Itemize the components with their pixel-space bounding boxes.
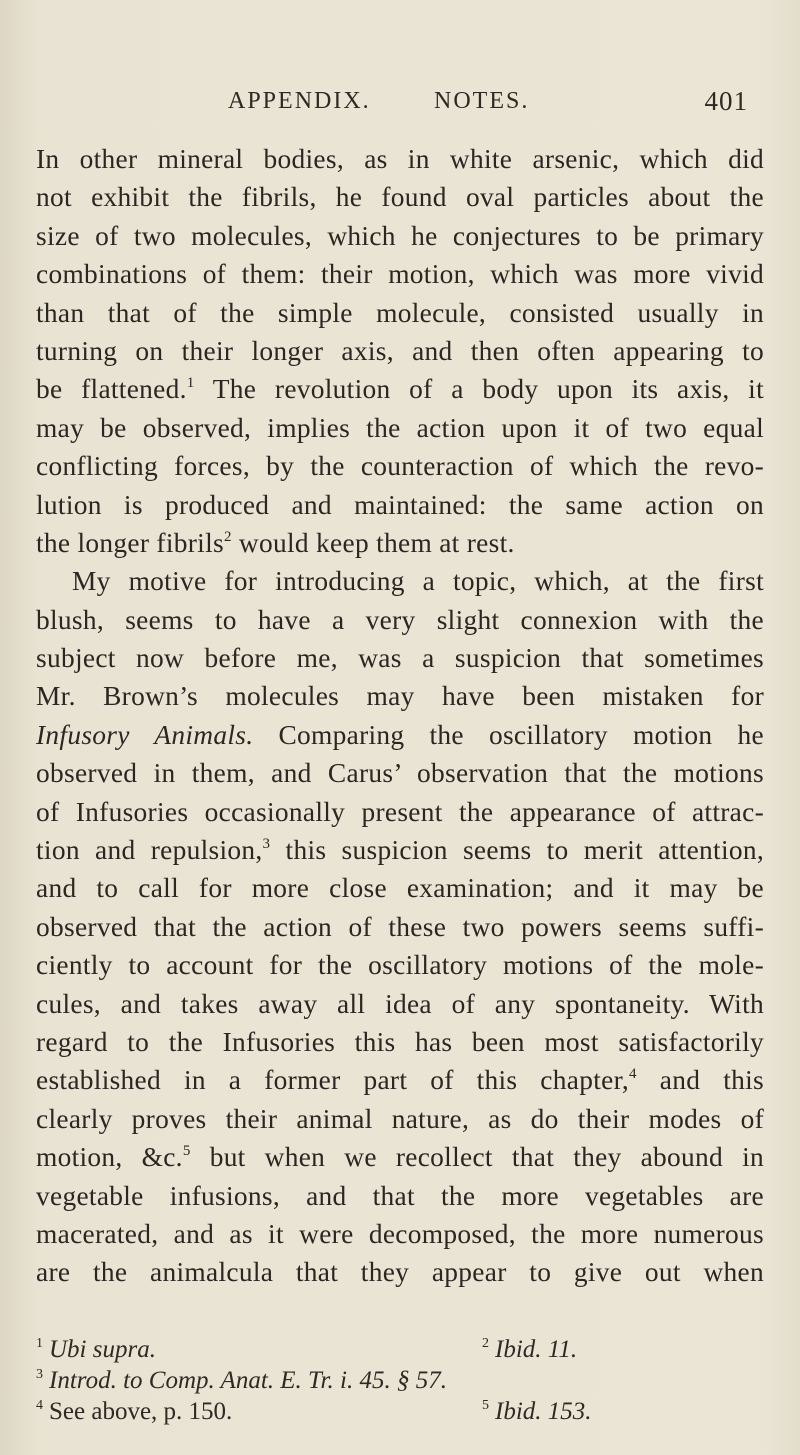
text-line: may be observed, implies the action upon it of two equal xyxy=(36,412,764,443)
footnotes xyxy=(36,1334,764,1427)
text-line: In other mineral bodies, as in white arsenic, which did xyxy=(36,144,764,174)
text-line: motion, &c.$^5$ but when we recollect that they abound in xyxy=(36,1142,764,1173)
footnote-row xyxy=(36,1396,764,1427)
footnote-ref: 4 xyxy=(629,1066,637,1083)
text-line: macerated, and as it were decomposed, the more numerous xyxy=(36,1218,764,1249)
footnote-ref: 3 xyxy=(262,836,271,853)
footnote-1: $^1$ Ubi supra. xyxy=(36,1336,156,1363)
text-line: lution is produced and maintained: the same action on xyxy=(36,489,764,520)
main-text xyxy=(36,140,764,1292)
text-line: not exhibit the fibrils, he found oval particles about the xyxy=(36,182,764,213)
text-line: conflicting forces, by the counteraction of which the revo- xyxy=(36,451,764,482)
footnote-3: $^3$ Introd. to Comp. Anat. E. Tr. i. 45. § 57. xyxy=(36,1367,447,1394)
text-line: than that of the simple molecule, consisted usually in xyxy=(36,297,764,328)
text-line: combinations of them: their motion, which was more vivid xyxy=(36,259,764,290)
text-line: size of two molecules, which he conjectures to be primary xyxy=(36,220,764,251)
text-line: and to call for more close examination; and it may be xyxy=(36,873,764,904)
footnote-4: $^4$ See above, p. 150. xyxy=(36,1398,233,1425)
text-line: of Infusories occasionally present the appearance of attrac- xyxy=(36,796,764,827)
text-line: Mr. Brown’s molecules may have been mistaken for xyxy=(36,681,764,712)
footnote-ref: 5 xyxy=(182,1143,191,1160)
text-line: cules, and takes away all idea of any spontaneity. With xyxy=(36,988,764,1019)
text-line: regard to the Infusories this has been most satisfactorily xyxy=(36,1026,764,1057)
page-number: 401 xyxy=(704,86,748,116)
text-line: are the animalcula that they appear to give out when xyxy=(36,1257,764,1288)
footnote-5: $^5$ Ibid. 153. xyxy=(482,1398,592,1425)
text-line: My motive for introducing a topic, which, at the first xyxy=(72,566,764,597)
footnote-ref: 2 xyxy=(223,528,232,545)
text-line: be flattened.$^1$ The revolution of a body upon its axis, it xyxy=(36,374,764,405)
running-head-section: APPENDIX. xyxy=(228,88,371,114)
text-line: the longer fibrils$^2$ would keep them at rest. xyxy=(36,527,515,558)
text-line: vegetable infusions, and that the more vegetables are xyxy=(36,1180,764,1211)
running-head-subsection: NOTES. xyxy=(434,88,530,114)
footnote-row xyxy=(36,1365,764,1396)
text-line: Infusory Animals. Comparing the oscillatory motion he xyxy=(36,719,764,750)
footnote-row xyxy=(36,1334,764,1365)
running-head xyxy=(228,88,748,128)
text-line: observed that the action of these two powers seems suffi- xyxy=(36,911,764,942)
footnote-2: $^2$ Ibid. 11. xyxy=(482,1336,578,1363)
text-line: blush, seems to have a very slight connexion with the xyxy=(36,604,764,635)
text-line: clearly proves their animal nature, as do their modes of xyxy=(36,1103,764,1134)
text-line: ciently to account for the oscillatory motions of the mole- xyxy=(36,950,764,981)
text-line: tion and repulsion,$^3$ this suspicion seems to merit attention, xyxy=(36,835,764,866)
footnote-ref: 1 xyxy=(186,375,195,392)
text-line: turning on their longer axis, and then often appearing to xyxy=(36,335,764,366)
text-line: observed in them, and Carus’ observation that the motions xyxy=(36,758,764,789)
text-line: subject now before me, was a suspicion that sometimes xyxy=(36,643,764,674)
text-line: established in a former part of this chapter,$^4$ and this xyxy=(36,1065,764,1096)
